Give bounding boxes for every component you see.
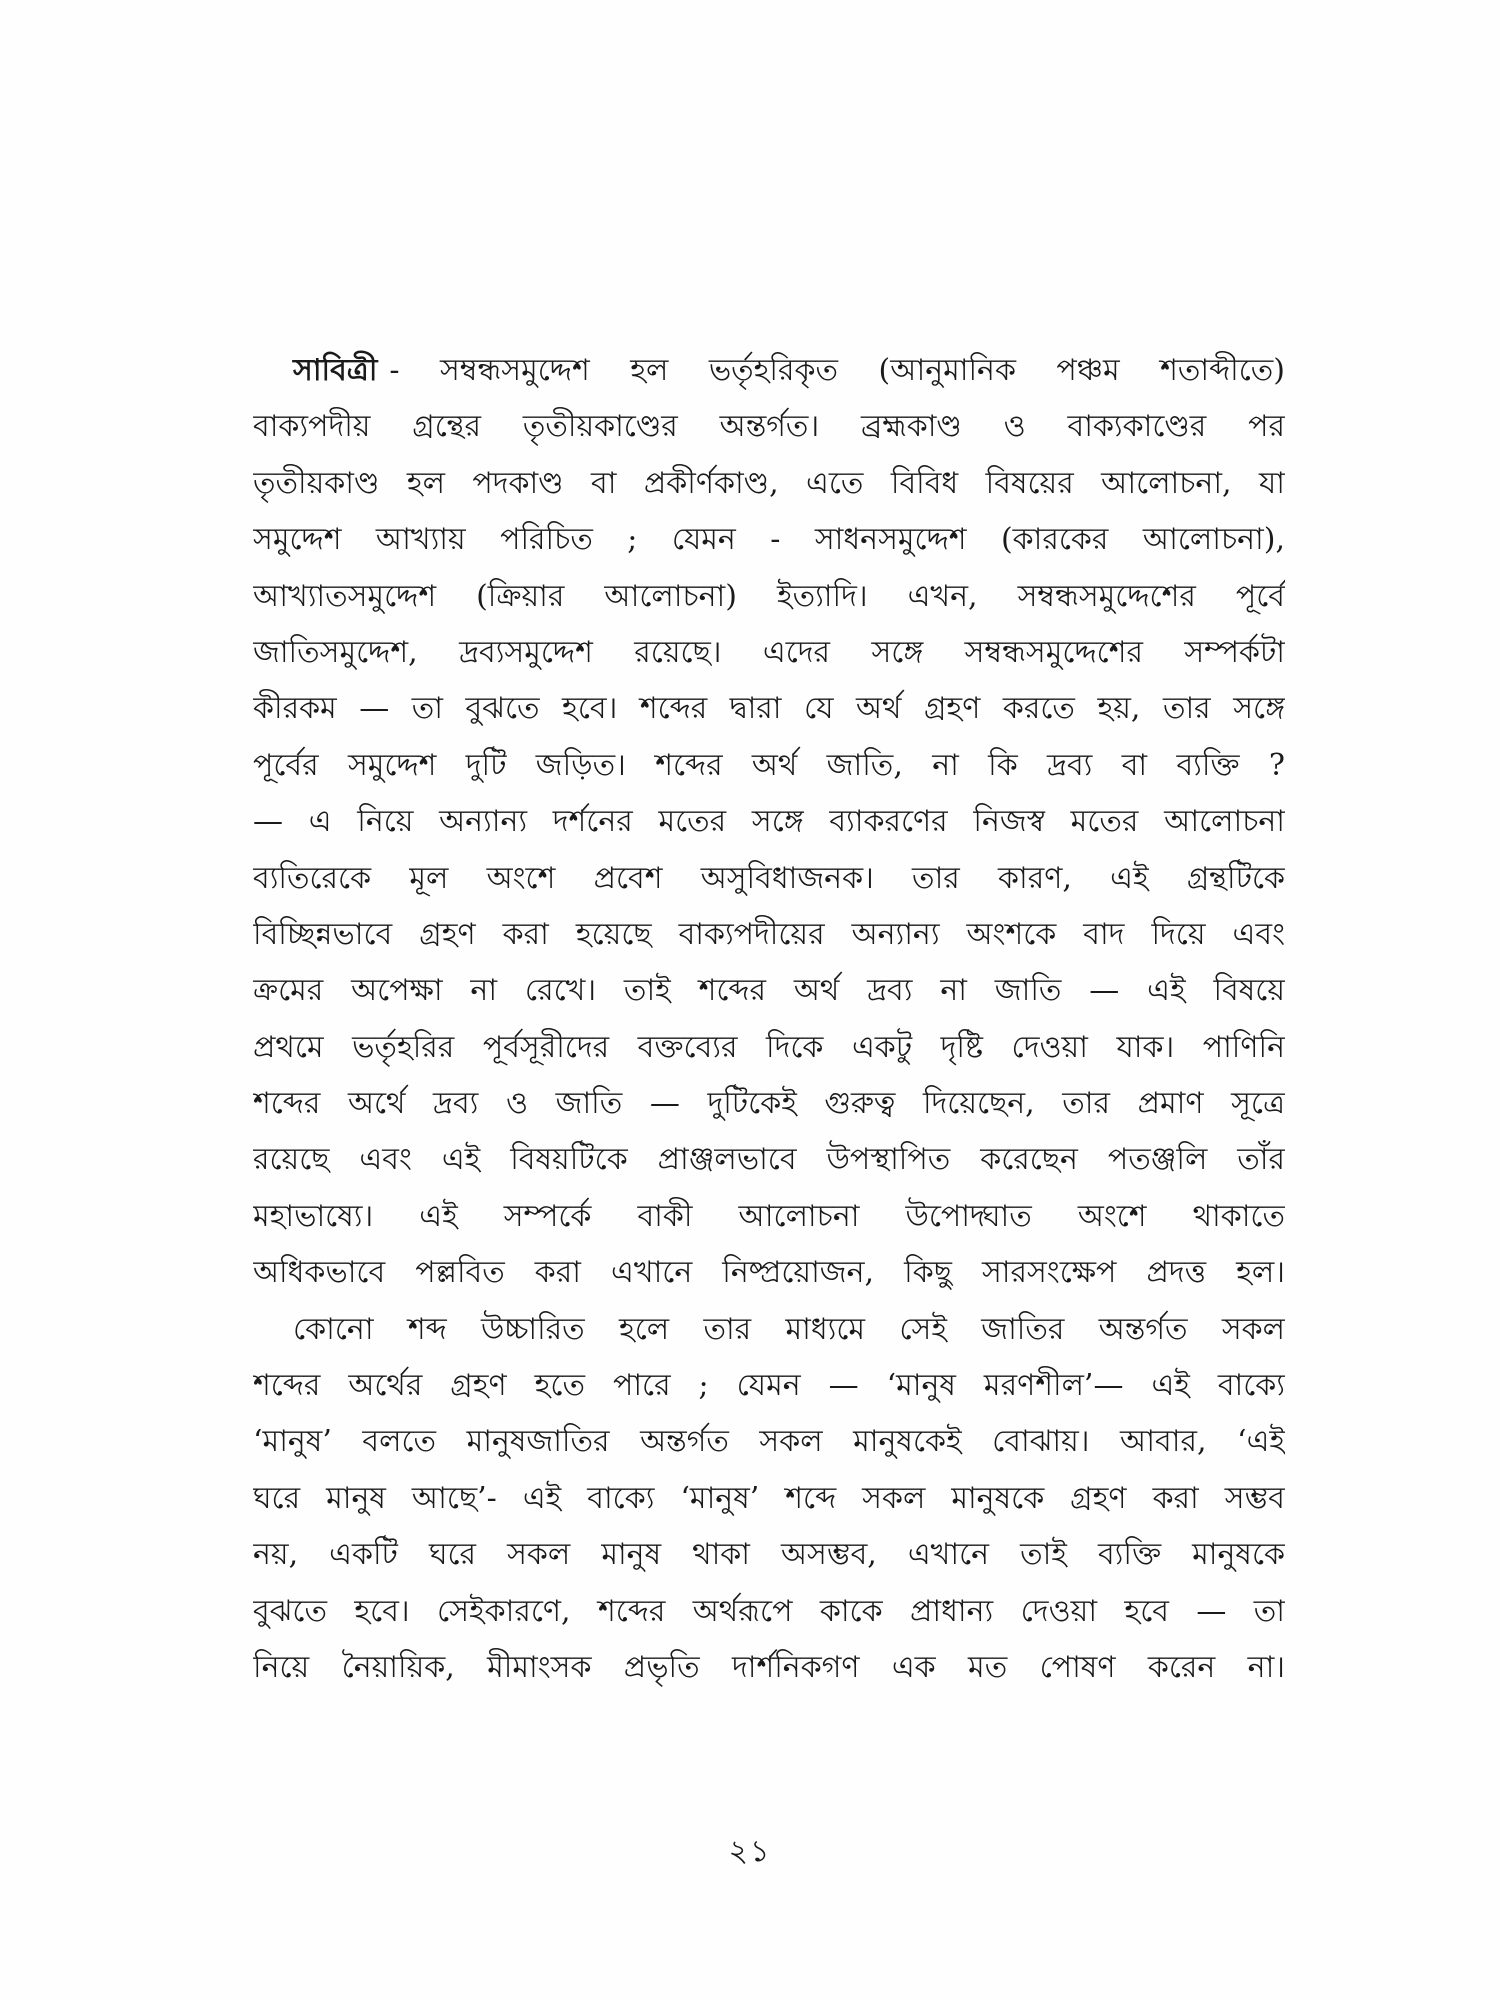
line-text: প্রথমে ভর্তৃহরির পূর্বসূরীদের বক্তব্যের দিকে একটু দৃষ্টি দেওয়া যাক। পাণিনি bbox=[253, 1029, 1285, 1065]
line-text: অধিকভাবে পল্লবিত করা এখানে নিষ্প্রয়োজন, কিছু সারসংক্ষেপ প্রদত্ত হল। bbox=[253, 1255, 1285, 1291]
line-text: বাক্যপদীয় গ্রন্থের তৃতীয়কাণ্ডের অন্তর্গত। ব্রহ্মকাণ্ড ও বাক্যকাণ্ডের পর bbox=[253, 409, 1285, 445]
line-text: মহাভাষ্যে। এই সম্পর্কে বাকী আলোচনা উপোদ্ঘাত অংশে থাকাতে bbox=[253, 1198, 1285, 1234]
paragraph-1 bbox=[253, 343, 1285, 1302]
bold-lead-word: সাবিত্রী bbox=[293, 353, 378, 388]
line-text: কীরকম — তা বুঝতে হবে। শব্দের দ্বারা যে অর্থ গ্রহণ করতে হয়, তার সঙ্গে bbox=[253, 691, 1285, 727]
line-text: ‘মানুষ’ বলতে মানুষজাতির অন্তর্গত সকল মানুষকেই বোঝায়। আবার, ‘এই bbox=[253, 1424, 1285, 1460]
text-line bbox=[253, 1302, 1285, 1358]
text-line bbox=[253, 1132, 1285, 1188]
text-line bbox=[253, 1414, 1285, 1470]
line-text: ক্রমের অপেক্ষা না রেখে। তাই শব্দের অর্থ দ্রব্য না জাতি — এই বিষয়ে bbox=[253, 973, 1285, 1009]
text-line bbox=[253, 1640, 1285, 1696]
text-line bbox=[253, 1471, 1285, 1527]
line-text: জাতিসমুদ্দেশ, দ্রব্যসমুদ্দেশ রয়েছে। এদের সঙ্গে সম্বন্ধসমুদ্দেশের সম্পর্কটা bbox=[253, 634, 1285, 670]
line-text: সমুদ্দেশ আখ্যায় পরিচিত ; যেমন - সাধনসমুদ্দেশ (কারকের আলোচনা), bbox=[253, 522, 1285, 558]
text-line bbox=[253, 1584, 1285, 1640]
text-line bbox=[253, 681, 1285, 737]
text-line bbox=[253, 738, 1285, 794]
text-line bbox=[253, 963, 1285, 1019]
line-text: ব্যতিরেকে মূল অংশে প্রবেশ অসুবিধাজনক। তার কারণ, এই গ্রন্থটিকে bbox=[253, 860, 1285, 896]
text-line bbox=[253, 625, 1285, 681]
text-line bbox=[253, 1076, 1285, 1132]
line-text: নিয়ে নৈয়ায়িক, মীমাংসক প্রভৃতি দার্শনিকগণ এক মত পোষণ করেন না। bbox=[253, 1649, 1285, 1685]
line-text: বিচ্ছিন্নভাবে গ্রহণ করা হয়েছে বাক্যপদীয়ের অন্যান্য অংশকে বাদ দিয়ে এবং bbox=[253, 916, 1285, 952]
line-text: শব্দের অর্থের গ্রহণ হতে পারে ; যেমন — ‘মানুষ মরণশীল’— এই বাক্যে bbox=[253, 1368, 1285, 1404]
line-text: — এ নিয়ে অন্যান্য দর্শনের মতের সঙ্গে ব্যাকরণের নিজস্ব মতের আলোচনা bbox=[253, 804, 1285, 840]
line-text: পূর্বের সমুদ্দেশ দুটি জড়িত। শব্দের অর্থ জাতি, না কি দ্রব্য বা ব্যক্তি ? bbox=[253, 747, 1285, 783]
text-line bbox=[253, 343, 1285, 399]
paragraph-2 bbox=[253, 1302, 1285, 1697]
line-text: নয়, একটি ঘরে সকল মানুষ থাকা অসম্ভব, এখানে তাই ব্যক্তি মানুষকে bbox=[253, 1537, 1285, 1573]
text-line bbox=[253, 794, 1285, 850]
text-line bbox=[253, 569, 1285, 625]
page-number: ২১ bbox=[728, 1834, 772, 1869]
text-line bbox=[253, 456, 1285, 512]
text-line bbox=[253, 1189, 1285, 1245]
line-text: - সম্বন্ধসমুদ্দেশ হল ভর্তৃহরিকৃত (আনুমানিক পঞ্চম শতাব্দীতে) bbox=[389, 353, 1285, 388]
line-text: তৃতীয়কাণ্ড হল পদকাণ্ড বা প্রকীর্ণকাণ্ড, এতে বিবিধ বিষয়ের আলোচনা, যা bbox=[253, 465, 1285, 501]
text-line bbox=[253, 851, 1285, 907]
text-line bbox=[253, 1358, 1285, 1414]
line-text: কোনো শব্দ উচ্চারিত হলে তার মাধ্যমে সেই জাতির অন্তর্গত সকল bbox=[293, 1311, 1285, 1347]
text-line bbox=[253, 1020, 1285, 1076]
text-line bbox=[253, 1245, 1285, 1301]
text-line bbox=[253, 399, 1285, 455]
text-line bbox=[253, 1527, 1285, 1583]
body-text bbox=[253, 343, 1285, 1696]
line-text: রয়েছে এবং এই বিষয়টিকে প্রাঞ্জলভাবে উপস্থাপিত করেছেন পতঞ্জলি তাঁর bbox=[253, 1142, 1285, 1178]
text-line bbox=[253, 512, 1285, 568]
line-text: ঘরে মানুষ আছে’- এই বাক্যে ‘মানুষ’ শব্দে সকল মানুষকে গ্রহণ করা সম্ভব bbox=[253, 1480, 1285, 1516]
line-text: বুঝতে হবে। সেইকারণে, শব্দের অর্থরূপে কাকে প্রাধান্য দেওয়া হবে — তা bbox=[253, 1593, 1285, 1629]
line-text: আখ্যাতসমুদ্দেশ (ক্রিয়ার আলোচনা) ইত্যাদি। এখন, সম্বন্ধসমুদ্দেশের পূর্বে bbox=[253, 578, 1285, 614]
line-text: শব্দের অর্থে দ্রব্য ও জাতি — দুটিকেই গুরুত্ব দিয়েছেন, তার প্রমাণ সূত্রে bbox=[253, 1086, 1285, 1122]
text-line bbox=[253, 907, 1285, 963]
